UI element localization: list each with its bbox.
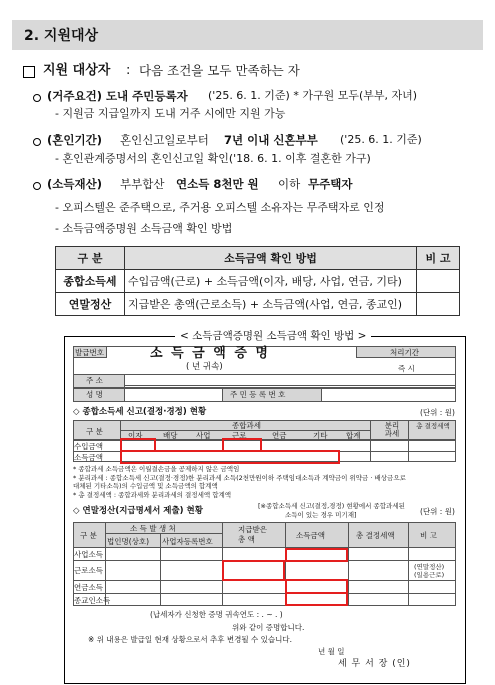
sec1-col: 기타 [313,431,328,440]
sec2-title: ◇ 연말정산(지급명세서 제출) 현황 [73,506,203,516]
target-desc: 다음 조건을 모두 만족하는 자 [139,63,300,78]
form-year: ( 년 귀속) [186,362,223,372]
circle-bullet-icon [33,138,41,146]
period-value: 즉 시 [398,364,415,373]
footer-date: 년 월 일 [318,647,345,656]
table-row [56,293,460,316]
sec1-col: 연금 [272,431,287,440]
footer-change: ※ 위 내용은 발급일 현재 상황으로서 추후 변경될 수 있습니다. [88,635,293,644]
footer-office: 세 무 서 장 (인) [338,659,411,669]
footer-prove: 위와 같이 증명합니다. [232,623,305,632]
sec2-payer: 소 득 발 생 처 [130,524,176,533]
divider [370,420,371,462]
sec2-row-label: 사업소득 [74,550,103,559]
section-title: 2. 지원대상 [24,28,99,44]
divider [105,533,222,534]
condition-2-mid: 혼인신고일로부터 [120,133,209,147]
table-cell [417,293,460,316]
condition-2-label: (혼인기간) [47,133,102,147]
table-header: 구 분 [56,247,125,270]
table-header: 소득금액 확인 방법 [125,247,417,270]
sec2-note: 소득이 있는 경우 미기재] [285,511,357,519]
sec1-group: 종합과세 [232,421,261,430]
condition-1-label: (거주요건) 도내 주민등록자 [47,89,188,103]
condition-2-sub: - 혼인관계증명서의 혼인신고일 확인('18. 6. 1. 이후 결혼한 가구) [55,152,371,165]
target-heading: 지원 대상자 [43,63,111,78]
note: * 총 결정세액 : 종합과세와 분리과세의 결정세액 합계액 [73,491,232,499]
condition-1-sub: - 지원금 지급일까지 도내 거주 시에만 지원 가능 [55,107,286,120]
highlight-box [285,592,348,606]
sec2-total: 지급받은 [238,525,267,534]
sec2-total: 총 액 [238,535,255,544]
certificate-caption: < 소득금액증명원 소득금액 확인 방법 > [175,328,371,343]
circle-bullet-icon [33,94,41,102]
condition-3-mid2: 이하 [278,177,301,191]
condition-3-sub-2: - 소득금액증명원 소득금액 확인 방법 [55,222,233,235]
circle-bullet-icon [33,182,41,190]
rrn-label: 주 민 등 록 번 호 [230,390,286,399]
divider [73,593,456,594]
table-cell: 지급받은 총액(근로소득) + 소득금액(사업, 연금, 종교인) [125,293,417,316]
address-row [73,374,456,388]
income-check-table [55,246,460,316]
sec1-col: 이자 [128,431,143,440]
address-label: 주 소 [86,376,103,385]
footer-period: (납세자가 신청한 증명 귀속연도 : . ~ . ) [150,610,283,619]
name-label: 성 명 [86,390,103,399]
table-header: 비 고 [417,247,460,270]
sec2-gubun: 구 분 [80,531,97,540]
sec2-income: 소득금액 [296,531,325,540]
note: 대체된 기타소득)의 수입금액 및 소득금액의 합계액 [73,482,218,490]
sec2-bizno: 사업자등록번호 [162,537,213,546]
sec2-corp: 법인명(상호) [107,537,150,546]
sec1-col: 근로 [232,431,247,440]
sec1-col: 사업 [196,431,211,440]
table-cell [417,270,460,293]
sec1-sep: 분리과세 [384,421,400,438]
table-cell: 연말정산 [56,293,125,316]
sec1-col: 배당 [163,431,178,440]
sec2-row-label: 종교인소득 [74,596,111,605]
condition-3-strong2: 무주택자 [308,177,353,191]
divider [408,420,409,462]
note: * 종합과세 소득금액은 이월결손금을 공제하지 않은 금액임 [73,465,240,473]
divider [160,533,161,606]
table-row [56,270,460,293]
note: * 분리과세 : 종합소득세 신고(결정·경정)한 분리과세 소득(2천만원이하 주택임대소득과 계약금이 위약금 · 배상금으로 [73,474,406,482]
sec2-row-label: 연금소득 [74,583,103,592]
condition-3-label: (소득재산) [47,177,102,191]
condition-3-strong: 연소득 8천만 원 [176,177,259,191]
form-title: 소 득 금 액 증 명 [150,346,270,361]
sec1-col: 합계 [346,431,361,440]
sec1-row-label: 수입금액 [74,442,103,451]
condition-2-strong: 7년 이내 신혼부부 [224,133,318,147]
condition-2-tail: ('25. 6. 1. 기준) [340,133,422,146]
issue-no-label: 발급번호 [75,348,104,357]
highlight-box [222,438,262,452]
table-cell: 종합소득세 [56,270,125,293]
highlight-box [120,450,340,464]
condition-3-mid: 부부합산 [120,177,165,191]
section-header [12,20,483,50]
condition-1-tail: ('25. 6. 1. 기준) * 가구원 모두(부부, 자녀) [208,89,418,102]
sec2-tax: 총 결정세액 [356,531,395,540]
period-label: 처리기간 [390,348,419,357]
sec2-unit: (단위 : 원) [420,507,455,516]
sec2-note-col: 비 고 [420,531,437,540]
sec2-remark: (연말정산) (일용근로) [414,563,445,579]
sec1-gubun: 구 분 [86,427,103,436]
sec1-title: ◇ 종합소득세 신고(결정·경정) 현황 [73,407,207,417]
sec2-note: [※종합소득세 신고(결정,경정) 현황에서 종합과세된 [258,502,405,510]
square-bullet-icon [23,66,35,78]
sec1-unit: (단위 : 원) [420,408,455,417]
highlight-box [222,560,285,581]
sec2-row-label: 근로소득 [74,566,103,575]
condition-3-sub-1: - 오피스텔은 준주택으로, 주거용 오피스텔 소유자는 무주택자로 인정 [55,201,385,214]
sec1-tax: 총 결정세액 [416,422,450,430]
table-cell: 수입금액(근로) + 소득금액(이자, 배당, 사업, 연금, 기타) [125,270,417,293]
highlight-box [285,548,348,562]
target-colon: : [126,63,131,78]
sec1-row-label: 소득금액 [74,453,103,462]
